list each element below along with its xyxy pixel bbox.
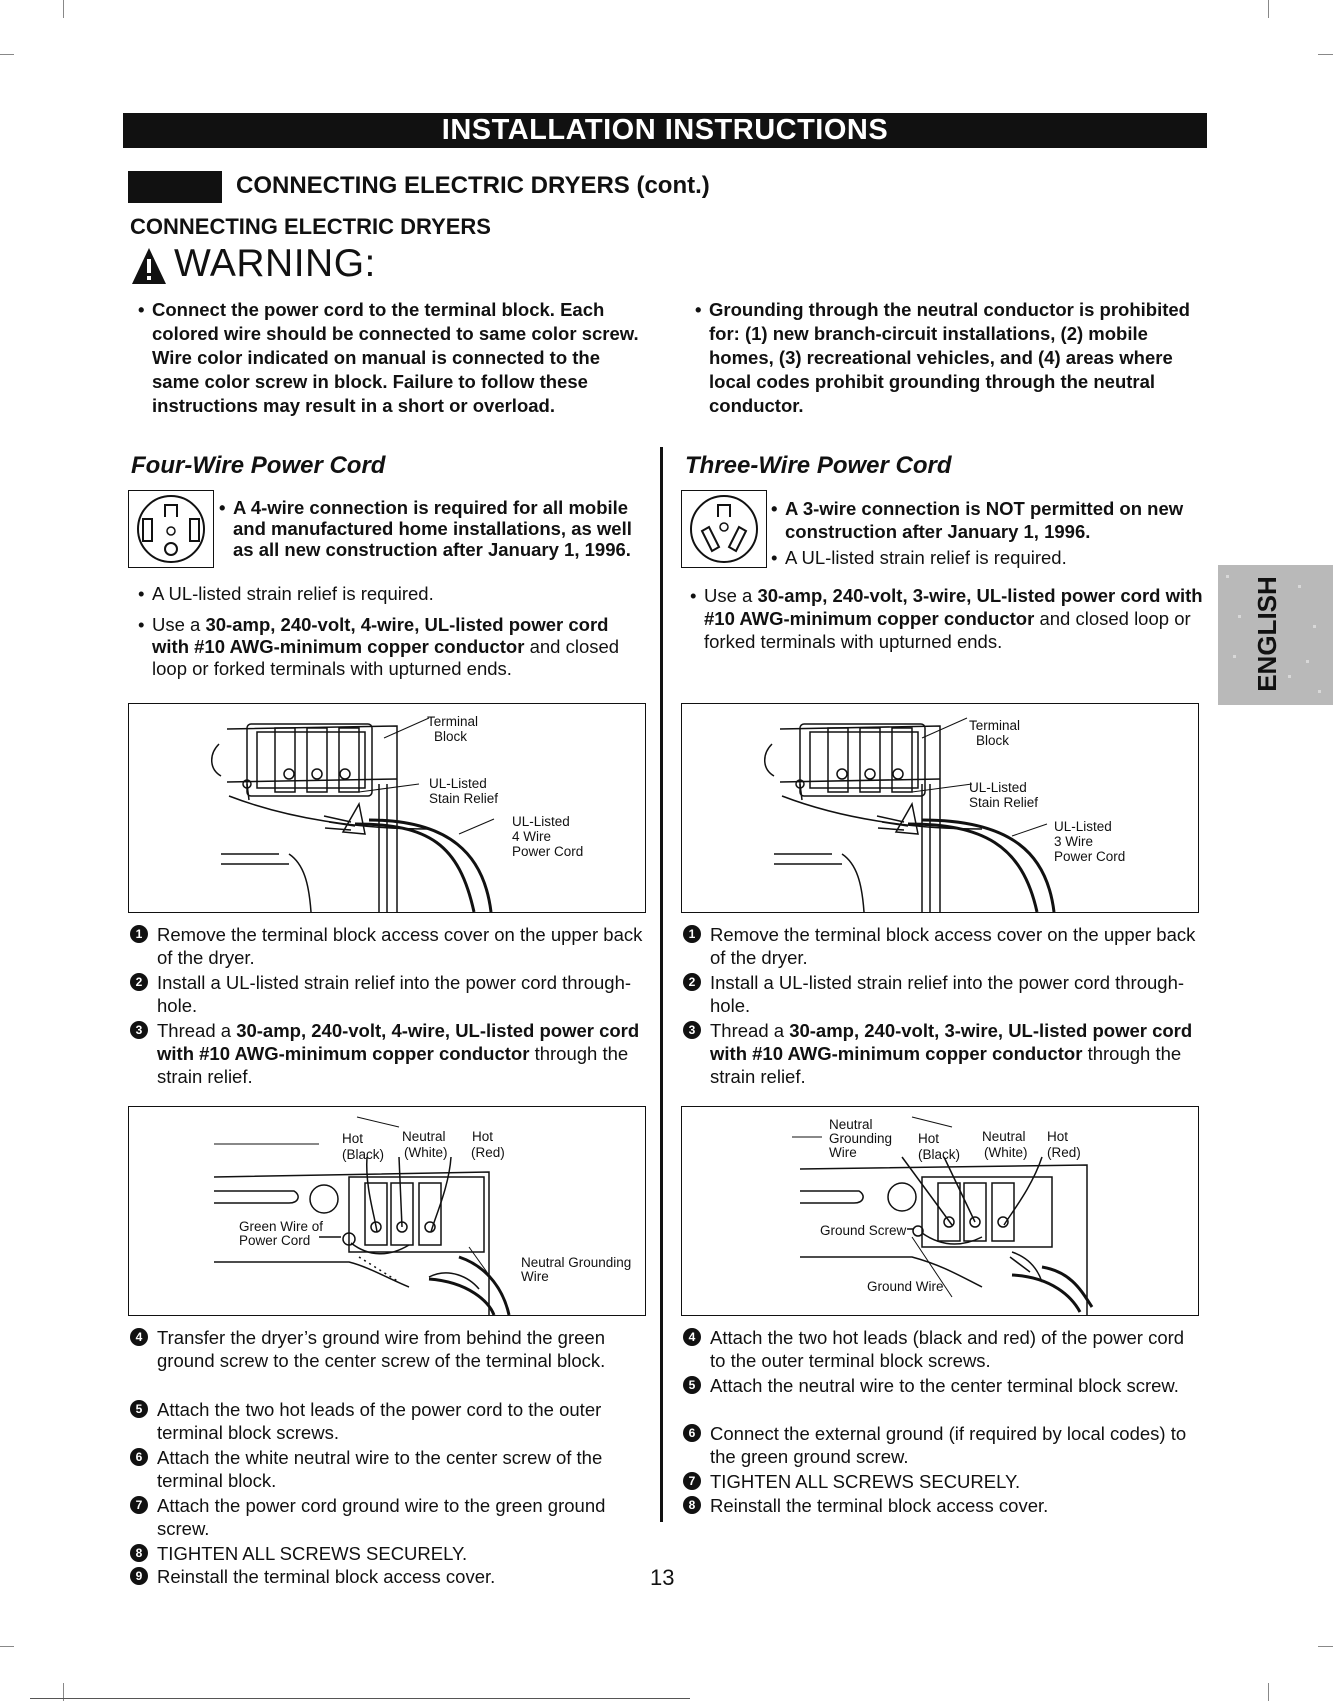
three-wire-step-3: 3 Thread a 30-amp, 240-volt, 3-wire, UL-listed power cord with #10 AWG-minimum copper conductor through the strain relief. — [683, 1019, 1203, 1088]
four-wire-bullet-1: • A 4-wire connection is required for all mobile and manufactured home installations, as well as all new construction after January 1, 1996. — [219, 497, 632, 560]
label-block: Block — [434, 729, 468, 744]
four-wire-bullet-2: • A UL-listed strain relief is required. — [138, 583, 434, 604]
label-green-wire: Green Wire of — [239, 1219, 324, 1234]
label-stain-relief: Stain Relief — [969, 795, 1039, 810]
label-wire-count: 3 Wire — [1054, 834, 1094, 849]
three-wire-bullet-3: • Use a 30-amp, 240-volt, 3-wire, UL-listed power cord with #10 AWG-minimum copper conductor and closed loop or forked terminals with upturned ends. — [690, 585, 1203, 652]
crop-mark — [1318, 1646, 1333, 1647]
label-black: (Black) — [342, 1147, 385, 1162]
label-neutral: Neutral — [982, 1129, 1026, 1144]
label-neutral: Neutral — [829, 1117, 873, 1132]
crop-mark — [1268, 0, 1269, 18]
label-wire: Wire — [829, 1145, 857, 1160]
three-wire-step-6: 6 Connect the external ground (if required by local codes) to the green ground screw. — [683, 1422, 1203, 1468]
label-white: (White) — [404, 1145, 448, 1160]
label-block: Block — [976, 733, 1010, 748]
three-prong-outlet-icon — [681, 490, 767, 568]
four-wire-step-7: 7 Attach the power cord ground wire to the green ground screw. — [130, 1494, 650, 1540]
page-number: 13 — [650, 1565, 675, 1590]
crop-mark — [63, 0, 64, 18]
three-wire-step-8: 8 Reinstall the terminal block access cover. — [683, 1494, 1203, 1517]
label-ul-listed: UL-Listed — [1054, 819, 1112, 834]
three-wire-bullet-1: • A 3-wire connection is NOT permitted on new construction after January 1, 1996. — [771, 498, 1184, 542]
label-ul-listed: UL-Listed — [512, 814, 570, 829]
warning-right-text: • Grounding through the neutral conductor is prohibited for: (1) new branch-circuit installations, (2) mobile homes, (3) recreational vehicles, and (4) areas where local codes prohibit grounding through the neutral conductor. — [695, 299, 1190, 416]
label-power-cord: Power Cord — [239, 1233, 311, 1248]
crop-mark — [0, 1646, 14, 1647]
label-red: (Red) — [1047, 1145, 1081, 1160]
four-wire-step-2: 2 Install a UL-listed strain relief into the power cord through-hole. — [130, 971, 650, 1017]
four-wire-step-4: 4 Transfer the dryer’s ground wire from behind the green ground screw to the center screw of the terminal block. — [130, 1326, 650, 1372]
three-wire-heading: Three-Wire Power Cord — [685, 452, 952, 479]
crop-mark — [1268, 1683, 1269, 1701]
page-header: INSTALLATION INSTRUCTIONS — [123, 113, 1207, 148]
label-neutral: Neutral — [402, 1129, 446, 1144]
language-tab-text — [1248, 571, 1286, 697]
label-hot: Hot — [918, 1131, 940, 1146]
column-divider — [660, 447, 663, 1522]
four-wire-bullet-3: • Use a 30-amp, 240-volt, 4-wire, UL-listed power cord with #10 AWG-minimum copper conductor and closed loop or forked terminals with upturned ends. — [138, 614, 620, 679]
label-red: (Red) — [471, 1145, 505, 1160]
label-stain-relief: Stain Relief — [429, 791, 499, 806]
label-black: (Black) — [918, 1147, 961, 1162]
four-wire-step-1: 1 Remove the terminal block access cover on the upper back of the dryer. — [130, 923, 650, 969]
label-white: (White) — [984, 1145, 1028, 1160]
four-wire-step-3: 3 Thread a 30-amp, 240-volt, 4-wire, UL-listed power cord with #10 AWG-minimum copper conductor through the strain relief. — [130, 1019, 650, 1088]
four-wire-terminal-diagram — [128, 703, 646, 913]
three-wire-ground-diagram — [681, 1106, 1199, 1316]
label-ul-listed: UL-Listed — [429, 776, 487, 791]
label-wire-count: 4 Wire — [512, 829, 552, 844]
three-wire-bullet-2: • A UL-listed strain relief is required. — [771, 547, 1067, 568]
label-ul-listed: UL-Listed — [969, 780, 1027, 795]
label-wire: Wire — [521, 1269, 549, 1284]
label-terminal: Terminal — [427, 714, 479, 729]
three-wire-step-2: 2 Install a UL-listed strain relief into the power cord through-hole. — [683, 971, 1203, 1017]
four-wire-step-8: 8 TIGHTEN ALL SCREWS SECURELY. — [130, 1542, 650, 1565]
svg-text:ENGLISH: ENGLISH — [1252, 576, 1282, 692]
four-wire-ground-diagram — [128, 1106, 646, 1316]
three-wire-terminal-diagram — [681, 703, 1199, 913]
label-terminal: Terminal — [969, 718, 1021, 733]
section-subtitle: CONNECTING ELECTRIC DRYERS — [130, 214, 491, 239]
label-grounding: Grounding — [829, 1131, 893, 1146]
three-wire-step-7: 7 TIGHTEN ALL SCREWS SECURELY. — [683, 1470, 1203, 1493]
label-power-cord: Power Cord — [512, 844, 584, 859]
label-neutral-grounding: Neutral Grounding — [521, 1255, 632, 1270]
section-title: CONNECTING ELECTRIC DRYERS (cont.) — [236, 172, 710, 199]
label-hot: Hot — [342, 1131, 364, 1146]
label-ground-wire: Ground Wire — [867, 1279, 944, 1294]
warning-label: WARNING: — [174, 242, 376, 285]
four-wire-step-9: 9 Reinstall the terminal block access cover. — [130, 1565, 650, 1588]
label-ground-screw: Ground Screw — [820, 1223, 907, 1238]
four-wire-step-6: 6 Attach the white neutral wire to the center screw of the terminal block. — [130, 1446, 650, 1492]
crop-mark — [0, 54, 14, 55]
four-wire-heading: Four-Wire Power Cord — [131, 452, 386, 479]
three-wire-step-1: 1 Remove the terminal block access cover on the upper back of the dryer. — [683, 923, 1203, 969]
section-marker — [128, 171, 222, 203]
four-prong-outlet-icon — [128, 490, 214, 568]
crop-mark — [1318, 54, 1333, 55]
warning-left-text: • Connect the power cord to the terminal block. Each colored wire should be connected to same color screw. Wire color indicated on manual is connected to the same color screw in block. Failure to follow these instructions may result in a short or overload. — [138, 299, 639, 416]
label-hot: Hot — [1047, 1129, 1069, 1144]
three-wire-step-4: 4 Attach the two hot leads (black and red) of the power cord to the outer terminal block screws. — [683, 1326, 1203, 1372]
warning-icon — [130, 246, 168, 286]
three-wire-step-5: 5 Attach the neutral wire to the center terminal block screw. — [683, 1374, 1203, 1397]
bottom-rule — [30, 1698, 690, 1699]
four-wire-step-5: 5 Attach the two hot leads of the power cord to the outer terminal block screws. — [130, 1398, 650, 1444]
language-tab — [1218, 565, 1333, 705]
label-hot: Hot — [472, 1129, 494, 1144]
label-power-cord: Power Cord — [1054, 849, 1126, 864]
